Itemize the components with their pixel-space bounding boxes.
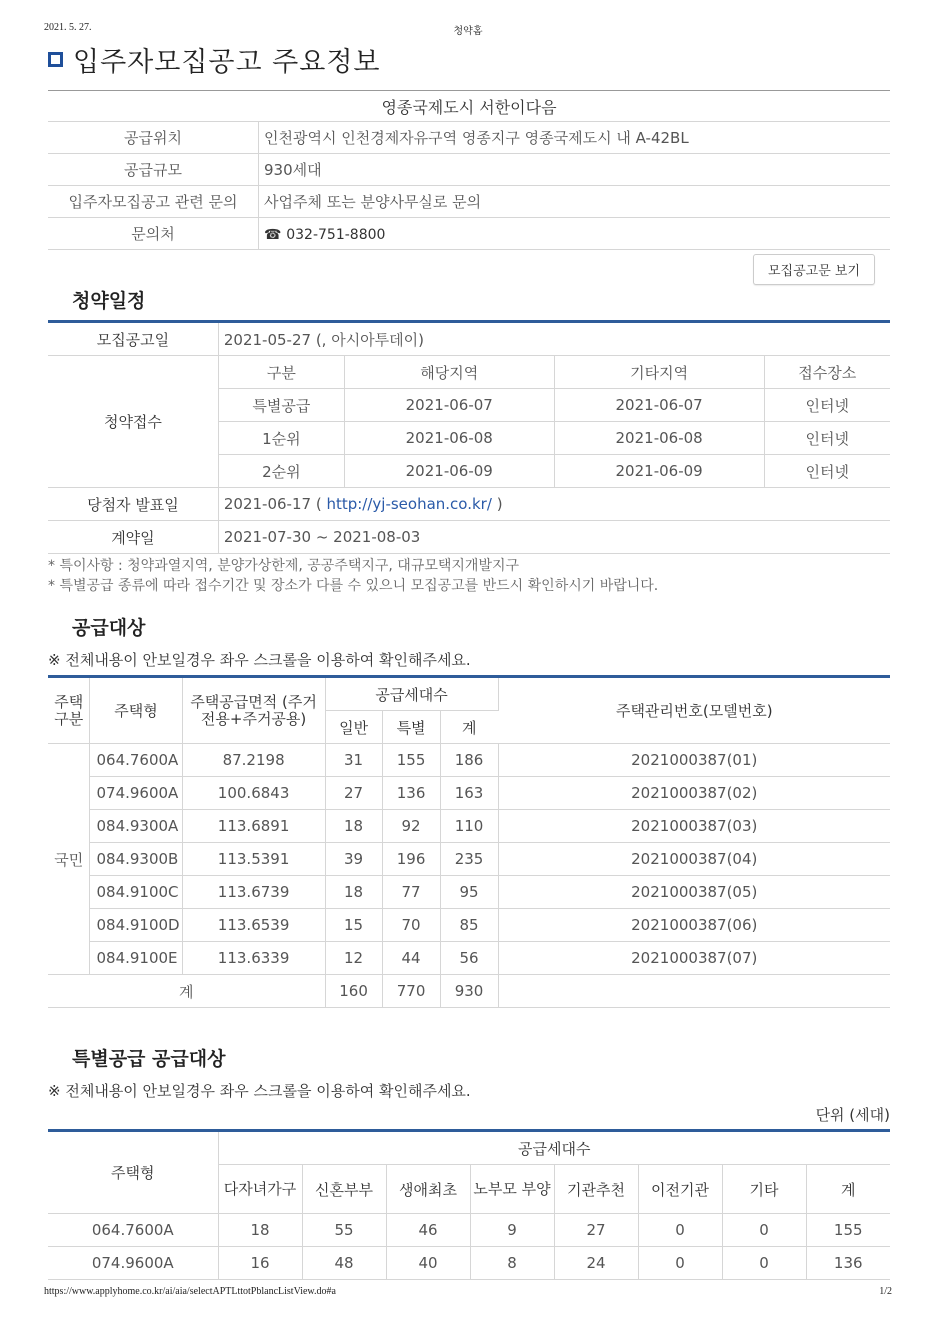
winner-close: ) (496, 495, 503, 513)
table-row (48, 909, 890, 942)
supply-cell: 163 (440, 777, 498, 810)
supply-header-type-group: 주택구분 (48, 677, 90, 744)
special-col-header: 기타 (722, 1165, 806, 1214)
apply-header-place: 접수장소 (764, 356, 890, 389)
apply-cell: 2021-06-08 (344, 422, 554, 455)
schedule-notes (48, 556, 658, 596)
table-row (48, 876, 890, 909)
apply-cell: 1순위 (218, 422, 344, 455)
supply-sum-row (48, 975, 890, 1008)
special-cell: 18 (218, 1214, 302, 1247)
special-cell: 136 (806, 1247, 890, 1280)
supply-cell: 084.9100C (90, 876, 182, 909)
special-cell: 24 (554, 1247, 638, 1280)
unit-label: 단위 (세대) (815, 1106, 890, 1124)
supply-cell: 235 (440, 843, 498, 876)
supply-cell: 18 (325, 876, 382, 909)
supply-cell: 064.7600A (90, 744, 182, 777)
apply-cell: 2021-06-07 (344, 389, 554, 422)
apply-cell: 인터넷 (764, 455, 890, 488)
apply-header-other: 기타지역 (554, 356, 764, 389)
supply-cell: 084.9100D (90, 909, 182, 942)
supply-cell: 95 (440, 876, 498, 909)
winner-date: 2021-06-17 ( (223, 495, 322, 513)
special-cell: 46 (386, 1214, 470, 1247)
supply-sum-empty (498, 975, 890, 1008)
special-col-header: 기관추천 (554, 1165, 638, 1214)
supply-header-general: 일반 (325, 711, 382, 744)
supply-cell: 15 (325, 909, 382, 942)
supply-cell: 18 (325, 810, 382, 843)
info-value-inquiry: 사업주체 또는 분양사무실로 문의 (259, 186, 891, 218)
apply-cell: 2순위 (218, 455, 344, 488)
supply-cell: 2021000387(01) (498, 744, 890, 777)
supply-cell: 100.6843 (182, 777, 325, 810)
supply-cell: 27 (325, 777, 382, 810)
print-header (44, 22, 892, 38)
phone-icon: ☎ (264, 226, 282, 243)
special-cell: 16 (218, 1247, 302, 1280)
supply-cell: 70 (382, 909, 440, 942)
special-col-header: 신혼부부 (302, 1165, 386, 1214)
winner-label: 당첨자 발표일 (48, 488, 218, 521)
special-supply-heading: 특별공급 공급대상 (72, 1048, 226, 1070)
special-cell: 55 (302, 1214, 386, 1247)
supply-cell: 44 (382, 942, 440, 975)
special-cell: 40 (386, 1247, 470, 1280)
info-key-inquiry: 입주자모집공고 관련 문의 (48, 186, 259, 218)
special-header-house-type: 주택형 (48, 1131, 218, 1214)
print-page-number: 1/2 (879, 1286, 892, 1297)
special-supply-table (48, 1129, 890, 1280)
apply-header-category: 구분 (218, 356, 344, 389)
table-row (48, 843, 890, 876)
print-url: https://www.applyhome.co.kr/ai/aia/selectAPTLttotPblancListView.do#a (44, 1286, 336, 1297)
supply-cell: 2021000387(02) (498, 777, 890, 810)
supply-cell: 110 (440, 810, 498, 843)
info-value-location: 인천광역시 인천경제자유구역 영종지구 영종국제도시 내 A-42BL (259, 122, 891, 154)
supply-cell: 12 (325, 942, 382, 975)
supply-header-special: 특별 (382, 711, 440, 744)
special-cell: 8 (470, 1247, 554, 1280)
contract-value: 2021-07-30 ~ 2021-08-03 (218, 521, 890, 554)
complex-info-table (48, 90, 890, 250)
note-line: * 특이사항 : 청약과열지역, 분양가상한제, 공공주택지구, 대규모택지개발지구 (48, 558, 520, 574)
apply-cell: 인터넷 (764, 422, 890, 455)
apply-label: 청약접수 (48, 356, 218, 488)
supply-header-house-type: 주택형 (90, 677, 182, 744)
special-cell: 0 (638, 1214, 722, 1247)
supply-cell: 31 (325, 744, 382, 777)
supply-header-units: 공급세대수 (325, 677, 498, 711)
apply-cell: 특별공급 (218, 389, 344, 422)
page-title: 입주자모집공고 주요정보 (73, 46, 381, 78)
supply-cell: 113.6339 (182, 942, 325, 975)
supply-cell: 56 (440, 942, 498, 975)
special-col-header: 이전기관 (638, 1165, 722, 1214)
supply-cell: 85 (440, 909, 498, 942)
supply-cell: 2021000387(04) (498, 843, 890, 876)
supply-header-model: 주택관리번호(모델번호) (498, 677, 890, 744)
print-footer (44, 1286, 892, 1302)
special-col-header: 생애최초 (386, 1165, 470, 1214)
special-cell: 0 (722, 1247, 806, 1280)
supply-sum-total: 930 (440, 975, 498, 1008)
supply-heading: 공급대상 (72, 617, 146, 639)
supply-cell: 2021000387(03) (498, 810, 890, 843)
table-row (48, 942, 890, 975)
notice-date-value: 2021-05-27 (, 아시아투데이) (218, 322, 890, 356)
info-value-contact (259, 218, 891, 250)
supply-cell: 084.9300A (90, 810, 182, 843)
special-col-header: 계 (806, 1165, 890, 1214)
schedule-table (48, 320, 890, 554)
apply-cell: 2021-06-07 (554, 389, 764, 422)
supply-cell: 113.6739 (182, 876, 325, 909)
supply-cell: 196 (382, 843, 440, 876)
supply-cell: 87.2198 (182, 744, 325, 777)
supply-cell: 084.9100E (90, 942, 182, 975)
supply-cell: 2021000387(07) (498, 942, 890, 975)
info-key-scale: 공급규모 (48, 154, 259, 186)
apply-header-local: 해당지역 (344, 356, 554, 389)
special-cell: 0 (638, 1247, 722, 1280)
supply-header-total: 계 (440, 711, 498, 744)
page-title-block (48, 42, 380, 76)
winner-value (218, 488, 890, 521)
print-site-name: 청약홈 (453, 26, 483, 37)
phone-number: 032-751-8800 (286, 226, 386, 243)
special-cell: 074.9600A (48, 1247, 218, 1280)
supply-header-area: 주택공급면적 (주거전용+주거공용) (182, 677, 325, 744)
special-cell: 48 (302, 1247, 386, 1280)
complex-name: 영종국제도시 서한이다음 (48, 91, 890, 122)
supply-cell: 77 (382, 876, 440, 909)
apply-cell: 2021-06-09 (554, 455, 764, 488)
supply-cell: 074.9600A (90, 777, 182, 810)
table-row (48, 1214, 890, 1247)
supply-scroll-note: ※ 전체내용이 안보일경우 좌우 스크롤을 이용하여 확인해주세요. (48, 651, 471, 669)
supply-cell: 136 (382, 777, 440, 810)
supply-cell: 39 (325, 843, 382, 876)
supply-cell: 92 (382, 810, 440, 843)
supply-sum-label: 계 (48, 975, 325, 1008)
info-value-scale: 930세대 (259, 154, 891, 186)
winner-link[interactable]: http://yj-seohan.co.kr/ (326, 495, 492, 513)
special-scroll-note: ※ 전체내용이 안보일경우 좌우 스크롤을 이용하여 확인해주세요. (48, 1082, 471, 1100)
special-cell: 9 (470, 1214, 554, 1247)
table-row (48, 744, 890, 777)
supply-sum-special: 770 (382, 975, 440, 1008)
note-line: * 특별공급 종류에 따라 접수기간 및 장소가 다를 수 있으니 모집공고를 반드시 확인하시기 바랍니다. (48, 578, 659, 594)
info-key-location: 공급위치 (48, 122, 259, 154)
apply-cell: 2021-06-08 (554, 422, 764, 455)
table-row (48, 1247, 890, 1280)
supply-cell: 113.6891 (182, 810, 325, 843)
table-row (48, 810, 890, 843)
supply-cell: 2021000387(06) (498, 909, 890, 942)
special-cell: 27 (554, 1214, 638, 1247)
table-row (48, 777, 890, 810)
print-date: 2021. 5. 27. (44, 22, 92, 33)
special-col-header: 노부모 부양 (470, 1165, 554, 1214)
supply-cell: 155 (382, 744, 440, 777)
contract-label: 계약일 (48, 521, 218, 554)
supply-cell: 186 (440, 744, 498, 777)
info-key-contact: 문의처 (48, 218, 259, 250)
special-header-units: 공급세대수 (218, 1131, 890, 1165)
supply-cell: 113.6539 (182, 909, 325, 942)
special-cell: 064.7600A (48, 1214, 218, 1247)
notice-date-label: 모집공고일 (48, 322, 218, 356)
supply-cell: 084.9300B (90, 843, 182, 876)
supply-table (48, 675, 890, 1008)
special-col-header: 다자녀가구 (218, 1165, 302, 1214)
apply-cell: 2021-06-09 (344, 455, 554, 488)
special-cell: 0 (722, 1214, 806, 1247)
supply-sum-general: 160 (325, 975, 382, 1008)
supply-group-label: 국민 (48, 744, 90, 975)
schedule-heading: 청약일정 (72, 290, 146, 312)
supply-cell: 2021000387(05) (498, 876, 890, 909)
apply-cell: 인터넷 (764, 389, 890, 422)
special-cell: 155 (806, 1214, 890, 1247)
square-bullet-icon (48, 52, 63, 67)
supply-cell: 113.5391 (182, 843, 325, 876)
view-notice-button[interactable]: 모집공고문 보기 (753, 254, 875, 285)
